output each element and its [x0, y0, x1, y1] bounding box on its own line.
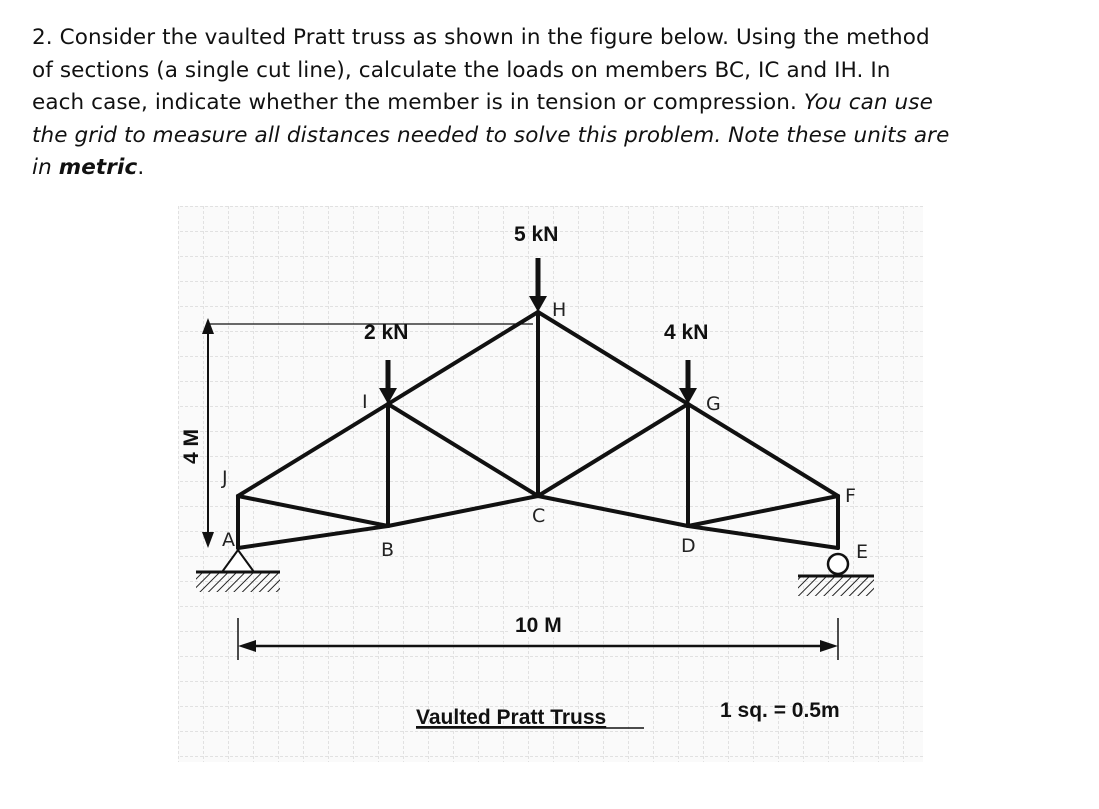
problem-line-3-plain: each case, indicate whether the member is in tension or compression. — [32, 90, 804, 115]
problem-line-3-italic: You can use — [803, 90, 933, 115]
problem-line-5 — [32, 152, 1082, 185]
roller-support-E — [828, 554, 848, 574]
problem-line-4 — [32, 120, 1082, 153]
problem-metric-word: metric — [58, 155, 138, 180]
node-label-B: B — [381, 539, 395, 561]
height-label: 4 M — [180, 428, 203, 464]
ground-hatch-right — [798, 576, 874, 596]
span-label: 10 M — [515, 614, 562, 637]
node-label-F: F — [845, 485, 856, 507]
load-label-2kN: 2 kN — [364, 321, 409, 344]
figure-title: Vaulted Pratt Truss — [416, 706, 607, 729]
node-label-A: A — [222, 529, 235, 551]
problem-line-5-end: . — [137, 155, 145, 180]
node-label-J: J — [222, 467, 228, 489]
node-label-I: I — [362, 391, 368, 413]
load-label-4kN: 4 kN — [664, 321, 709, 344]
scale-label: 1 sq. = 0.5m — [720, 699, 840, 722]
truss-figure — [178, 206, 923, 762]
ground-hatch-left — [196, 572, 280, 592]
node-label-E: E — [856, 541, 869, 563]
problem-line-3 — [32, 87, 1082, 120]
problem-statement — [32, 22, 1082, 185]
truss-diagram — [178, 206, 923, 762]
problem-line-1: 2. Consider the vaulted Pratt truss as shown in the figure below. Using the method — [32, 25, 930, 50]
problem-line-4-italic: the grid to measure all distances needed to solve this problem. Note these units are — [32, 122, 950, 148]
node-label-G: G — [706, 393, 721, 415]
node-label-H: H — [552, 299, 567, 321]
problem-line-2: of sections (a single cut line), calculate the loads on members BC, IC and IH. In — [32, 57, 891, 83]
load-label-5kN: 5 kN — [514, 223, 559, 246]
grid-lines — [178, 206, 923, 762]
node-label-C: C — [532, 505, 546, 527]
problem-line-5-italic: in — [32, 155, 59, 180]
node-label-D: D — [681, 535, 696, 557]
